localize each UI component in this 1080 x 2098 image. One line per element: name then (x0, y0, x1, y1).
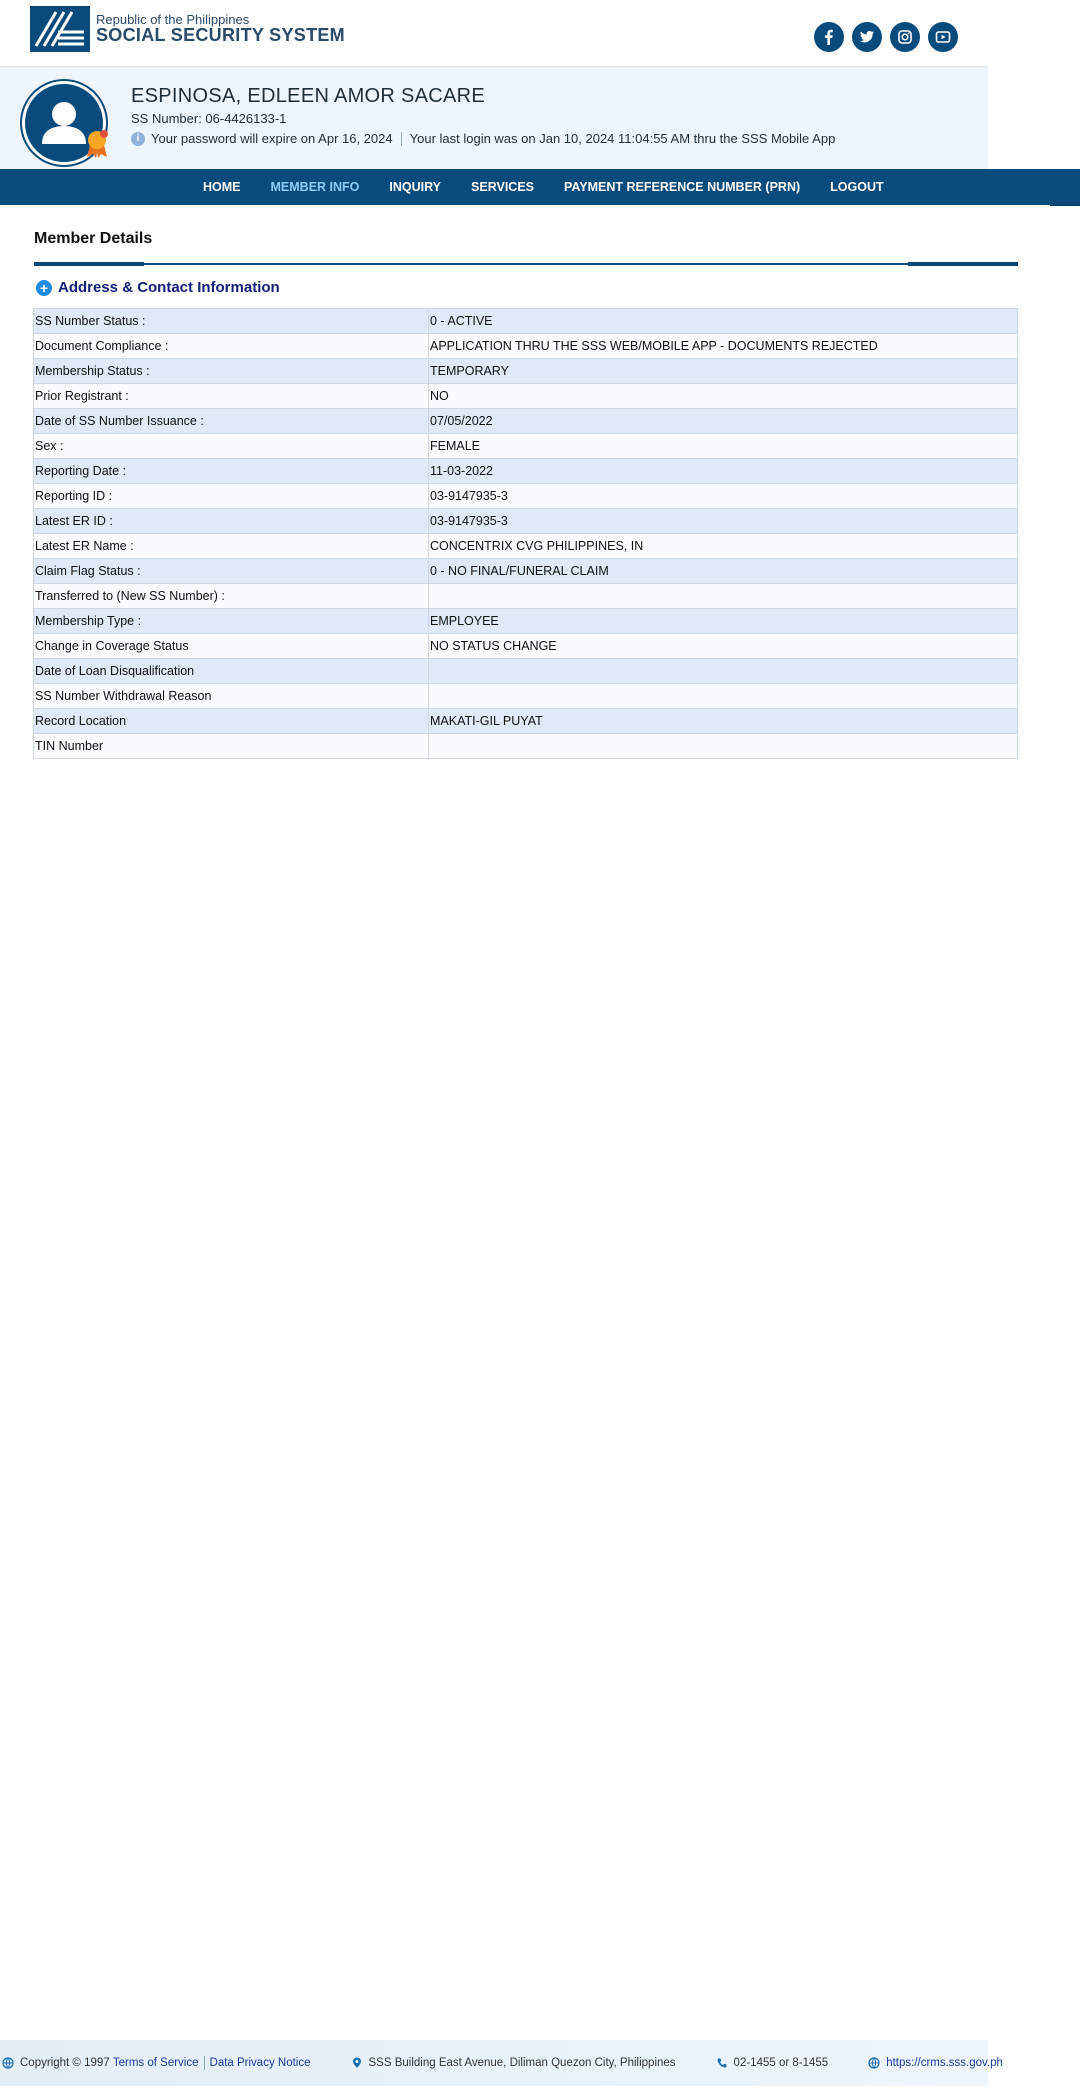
award-badge-icon (84, 129, 110, 159)
table-row (34, 559, 1018, 584)
website-link[interactable]: https://crms.sss.gov.ph (886, 2057, 1003, 2069)
detail-label: Prior Registrant : (34, 384, 429, 409)
password-expiry-notice: Your password will expire on Apr 16, 2024 (151, 131, 393, 146)
table-row (34, 509, 1018, 534)
globe-icon (868, 2057, 880, 2069)
table-row (34, 359, 1018, 384)
facebook-icon[interactable] (814, 22, 844, 52)
detail-label: TIN Number (34, 734, 429, 759)
detail-value: CONCENTRIX CVG PHILIPPINES, IN (429, 534, 1018, 559)
detail-value: 0 - ACTIVE (429, 309, 1018, 334)
twitter-icon[interactable] (852, 22, 882, 52)
detail-value: FEMALE (429, 434, 1018, 459)
social-links (814, 22, 958, 52)
address-contact-expander[interactable] (36, 279, 280, 296)
table-row (34, 434, 1018, 459)
detail-value (429, 734, 1018, 759)
table-row (34, 584, 1018, 609)
ss-number: SS Number: 06-4426133-1 (131, 111, 287, 126)
logo-subtitle: Republic of the Philippines (96, 11, 250, 27)
detail-value: 0 - NO FINAL/FUNERAL CLAIM (429, 559, 1018, 584)
detail-label: Membership Type : (34, 609, 429, 634)
address-contact-label[interactable]: Address & Contact Information (58, 279, 280, 296)
copyright-text: Copyright © 1997 (20, 2057, 110, 2069)
login-info (131, 131, 835, 146)
table-row (34, 384, 1018, 409)
detail-value: 03-9147935-3 (429, 484, 1018, 509)
nav-home[interactable]: HOME (203, 180, 241, 194)
logo-title: SOCIAL SECURITY SYSTEM (96, 25, 345, 46)
detail-label: Date of SS Number Issuance : (34, 409, 429, 434)
detail-label: Change in Coverage Status (34, 634, 429, 659)
detail-label: SS Number Status : (34, 309, 429, 334)
detail-value (429, 659, 1018, 684)
table-row (34, 334, 1018, 359)
last-login-notice: Your last login was on Jan 10, 2024 11:04:55 AM thru the SSS Mobile App (409, 131, 836, 146)
footer-divider (204, 2056, 205, 2070)
nav-bar-end (1050, 169, 1080, 206)
table-row (34, 609, 1018, 634)
title-divider-accent (908, 262, 1018, 266)
detail-label: Transferred to (New SS Number) : (34, 584, 429, 609)
footer-phone: 02-1455 or 8-1455 (733, 2057, 829, 2069)
detail-label: Record Location (34, 709, 429, 734)
member-name: ESPINOSA, EDLEEN AMOR SACARE (131, 85, 486, 107)
table-row (34, 659, 1018, 684)
data-privacy-link[interactable]: Data Privacy Notice (209, 2057, 311, 2069)
detail-value: TEMPORARY (429, 359, 1018, 384)
main-nav (188, 169, 899, 205)
detail-label: Document Compliance : (34, 334, 429, 359)
table-row (34, 634, 1018, 659)
nav-services[interactable]: SERVICES (471, 180, 535, 194)
detail-label: Reporting Date : (34, 459, 429, 484)
table-row (34, 409, 1018, 434)
youtube-icon[interactable] (928, 22, 958, 52)
table-row (34, 684, 1018, 709)
phone-icon (716, 2057, 728, 2069)
location-pin-icon (351, 2057, 363, 2069)
detail-label: Claim Flag Status : (34, 559, 429, 584)
table-row (34, 709, 1018, 734)
detail-label: Sex : (34, 434, 429, 459)
member-details-table (33, 308, 1018, 759)
detail-value: 03-9147935-3 (429, 509, 1018, 534)
detail-label: Reporting ID : (34, 484, 429, 509)
detail-value: EMPLOYEE (429, 609, 1018, 634)
title-divider (34, 263, 1018, 265)
detail-value (429, 684, 1018, 709)
table-row (34, 309, 1018, 334)
detail-label: Latest ER Name : (34, 534, 429, 559)
nav-inquiry[interactable]: INQUIRY (389, 180, 442, 194)
plus-icon[interactable]: + (36, 280, 52, 296)
detail-value: MAKATI-GIL PUYAT (429, 709, 1018, 734)
nav-logout[interactable]: LOGOUT (830, 180, 884, 194)
top-bar (0, 0, 988, 67)
detail-value: NO (429, 384, 1018, 409)
nav-member-info[interactable]: MEMBER INFO (270, 180, 360, 194)
table-row (34, 534, 1018, 559)
table-row (34, 459, 1018, 484)
detail-value: 07/05/2022 (429, 409, 1018, 434)
globe-icon (2, 2057, 14, 2069)
detail-value: APPLICATION THRU THE SSS WEB/MOBILE APP - DOCUMENTS REJECTED (429, 334, 1018, 359)
terms-of-service-link[interactable]: Terms of Service (112, 2057, 199, 2069)
main-nav-bar (0, 169, 1080, 205)
detail-value: NO STATUS CHANGE (429, 634, 1018, 659)
detail-label: Membership Status : (34, 359, 429, 384)
nav-prn[interactable]: PAYMENT REFERENCE NUMBER (PRN) (564, 180, 801, 194)
table-row (34, 484, 1018, 509)
footer-address: SSS Building East Avenue, Diliman Quezon City, Philippines (368, 2057, 676, 2069)
info-icon: i (131, 132, 145, 146)
detail-value: 11-03-2022 (429, 459, 1018, 484)
footer (0, 2040, 1003, 2086)
detail-label: SS Number Withdrawal Reason (34, 684, 429, 709)
instagram-icon[interactable] (890, 22, 920, 52)
sss-logo[interactable] (30, 6, 345, 52)
detail-value (429, 584, 1018, 609)
title-divider-accent (34, 262, 144, 266)
detail-label: Latest ER ID : (34, 509, 429, 534)
page-title: Member Details (34, 230, 153, 247)
sss-logo-mark-icon (30, 6, 90, 52)
detail-label: Date of Loan Disqualification (34, 659, 429, 684)
member-profile-banner (0, 67, 988, 169)
divider (401, 132, 402, 146)
table-row (34, 734, 1018, 759)
